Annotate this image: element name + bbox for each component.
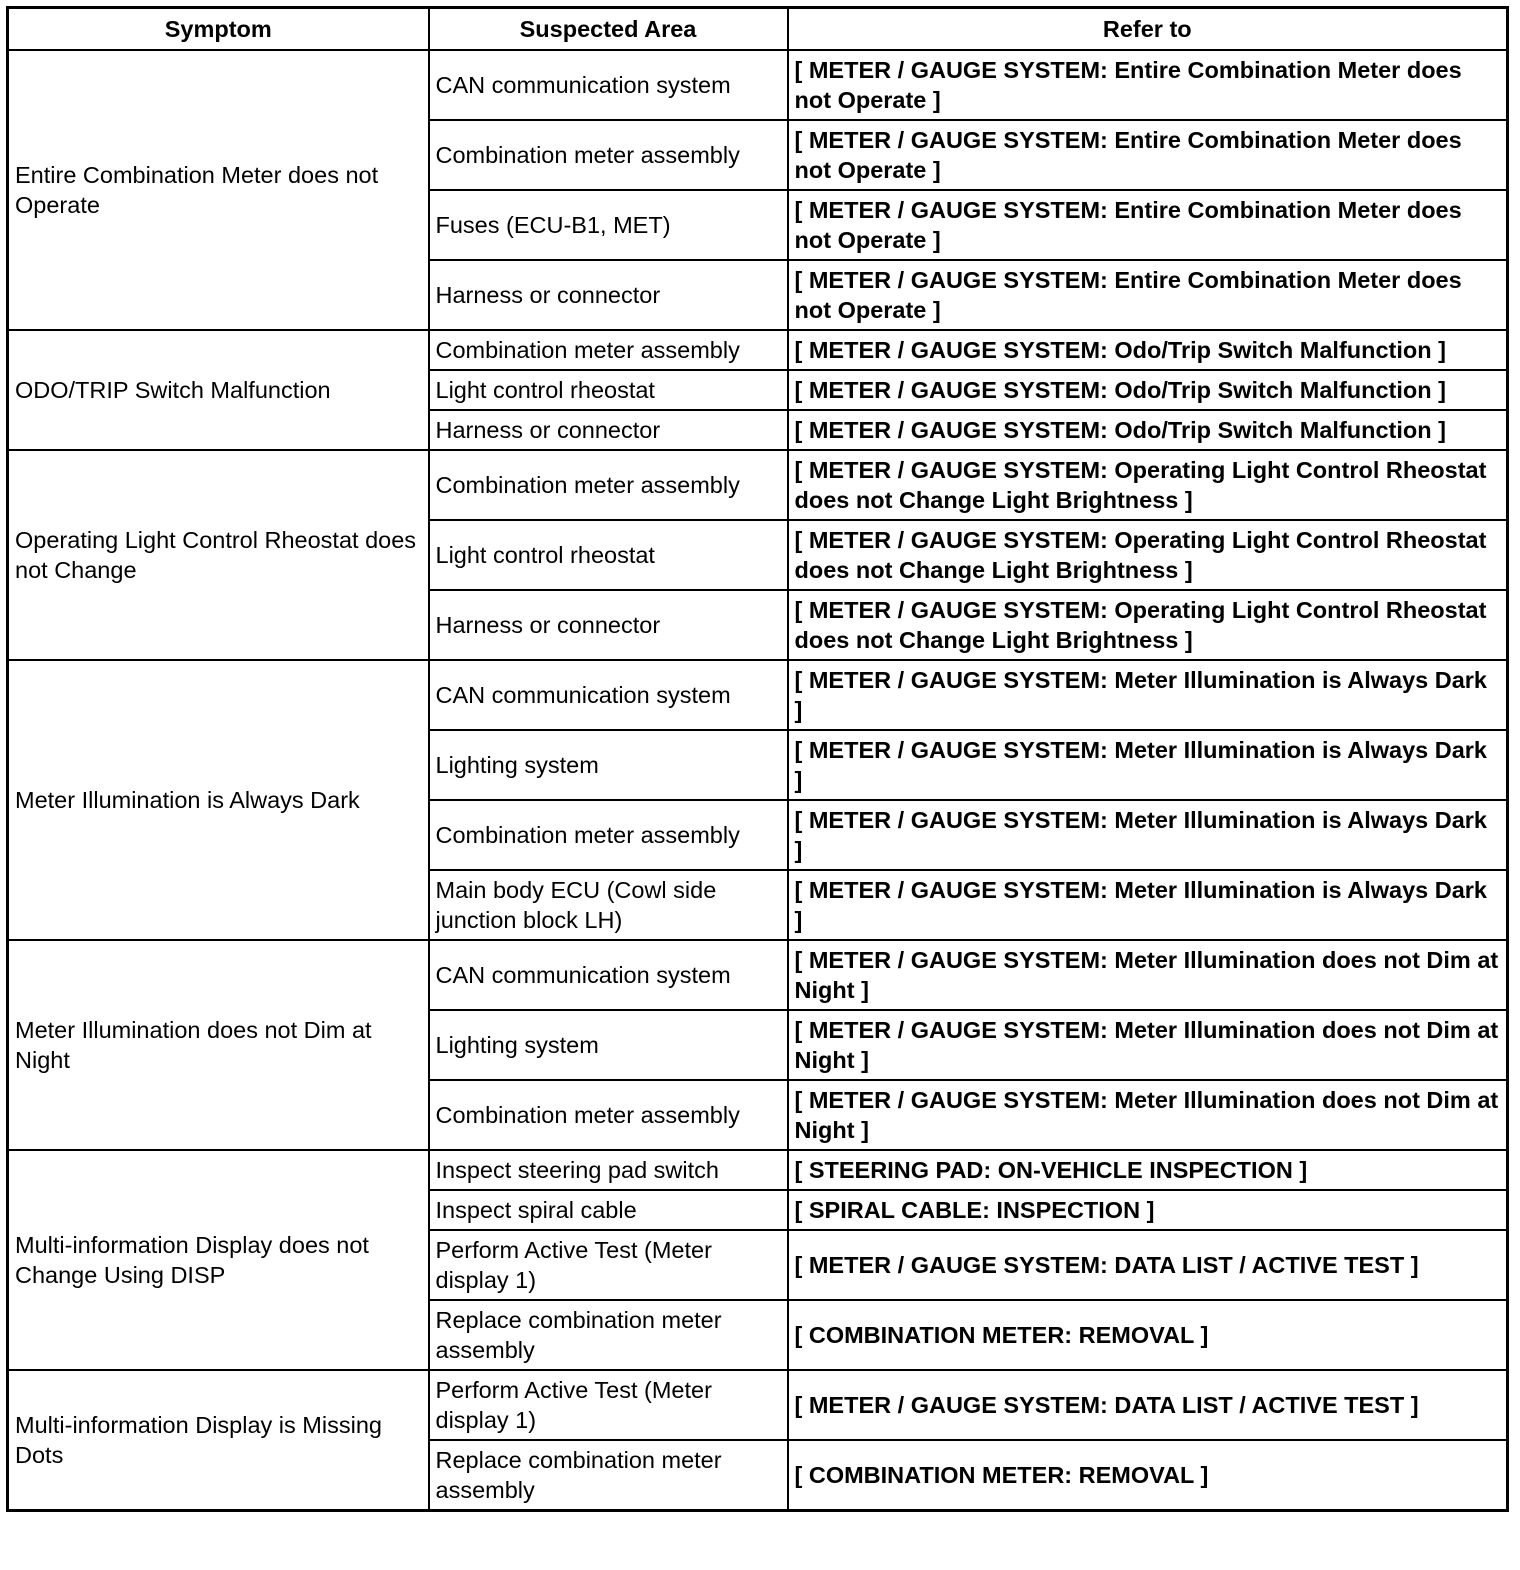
suspected-area-cell: Fuses (ECU-B1, MET) xyxy=(429,190,788,260)
suspected-area-cell: CAN communication system xyxy=(429,660,788,730)
suspected-area-cell: Lighting system xyxy=(429,1010,788,1080)
symptom-cell: Multi-information Display is Missing Dots xyxy=(8,1370,429,1511)
table-row xyxy=(8,660,1508,730)
refer-to-link[interactable]: [ SPIRAL CABLE: INSPECTION ] xyxy=(788,1190,1508,1230)
suspected-area-cell: Perform Active Test (Meter display 1) xyxy=(429,1370,788,1440)
refer-to-link[interactable]: [ METER / GAUGE SYSTEM: Meter Illumination is Always Dark ] xyxy=(788,730,1508,800)
header-suspected-area: Suspected Area xyxy=(429,8,788,51)
symptom-cell: ODO/TRIP Switch Malfunction xyxy=(8,330,429,450)
symptom-cell: Meter Illumination is Always Dark xyxy=(8,660,429,940)
suspected-area-cell: Replace combination meter assembly xyxy=(429,1300,788,1370)
refer-to-link[interactable]: [ METER / GAUGE SYSTEM: Odo/Trip Switch Malfunction ] xyxy=(788,410,1508,450)
refer-to-link[interactable]: [ METER / GAUGE SYSTEM: DATA LIST / ACTIVE TEST ] xyxy=(788,1370,1508,1440)
table-row xyxy=(8,330,1508,370)
suspected-area-cell: Inspect spiral cable xyxy=(429,1190,788,1230)
refer-to-link[interactable]: [ COMBINATION METER: REMOVAL ] xyxy=(788,1440,1508,1511)
symptom-table xyxy=(6,6,1509,1512)
suspected-area-cell: Main body ECU (Cowl side junction block LH) xyxy=(429,870,788,940)
table-row xyxy=(8,450,1508,520)
refer-to-link[interactable]: [ METER / GAUGE SYSTEM: Entire Combination Meter does not Operate ] xyxy=(788,190,1508,260)
suspected-area-cell: Combination meter assembly xyxy=(429,450,788,520)
refer-to-link[interactable]: [ METER / GAUGE SYSTEM: Meter Illumination is Always Dark ] xyxy=(788,870,1508,940)
refer-to-link[interactable]: [ METER / GAUGE SYSTEM: Odo/Trip Switch Malfunction ] xyxy=(788,370,1508,410)
refer-to-link[interactable]: [ COMBINATION METER: REMOVAL ] xyxy=(788,1300,1508,1370)
symptom-cell: Operating Light Control Rheostat does not Change xyxy=(8,450,429,660)
refer-to-link[interactable]: [ METER / GAUGE SYSTEM: Meter Illumination does not Dim at Night ] xyxy=(788,940,1508,1010)
refer-to-link[interactable]: [ METER / GAUGE SYSTEM: Meter Illumination is Always Dark ] xyxy=(788,660,1508,730)
table-row xyxy=(8,1370,1508,1440)
refer-to-link[interactable]: [ METER / GAUGE SYSTEM: Operating Light Control Rheostat does not Change Light Brightness ] xyxy=(788,590,1508,660)
refer-to-link[interactable]: [ METER / GAUGE SYSTEM: Meter Illumination does not Dim at Night ] xyxy=(788,1080,1508,1150)
suspected-area-cell: Harness or connector xyxy=(429,590,788,660)
suspected-area-cell: Inspect steering pad switch xyxy=(429,1150,788,1190)
refer-to-link[interactable]: [ METER / GAUGE SYSTEM: Entire Combination Meter does not Operate ] xyxy=(788,120,1508,190)
suspected-area-cell: Combination meter assembly xyxy=(429,120,788,190)
header-row xyxy=(8,8,1508,51)
table-row xyxy=(8,940,1508,1010)
table-row xyxy=(8,1150,1508,1190)
refer-to-link[interactable]: [ STEERING PAD: ON-VEHICLE INSPECTION ] xyxy=(788,1150,1508,1190)
suspected-area-cell: Combination meter assembly xyxy=(429,330,788,370)
suspected-area-cell: Harness or connector xyxy=(429,410,788,450)
refer-to-link[interactable]: [ METER / GAUGE SYSTEM: Meter Illumination does not Dim at Night ] xyxy=(788,1010,1508,1080)
refer-to-link[interactable]: [ METER / GAUGE SYSTEM: Operating Light Control Rheostat does not Change Light Brightness ] xyxy=(788,450,1508,520)
suspected-area-cell: Combination meter assembly xyxy=(429,1080,788,1150)
suspected-area-cell: Replace combination meter assembly xyxy=(429,1440,788,1511)
suspected-area-cell: Harness or connector xyxy=(429,260,788,330)
suspected-area-cell: CAN communication system xyxy=(429,940,788,1010)
header-symptom: Symptom xyxy=(8,8,429,51)
refer-to-link[interactable]: [ METER / GAUGE SYSTEM: Entire Combination Meter does not Operate ] xyxy=(788,50,1508,120)
suspected-area-cell: CAN communication system xyxy=(429,50,788,120)
refer-to-link[interactable]: [ METER / GAUGE SYSTEM: Odo/Trip Switch Malfunction ] xyxy=(788,330,1508,370)
symptom-cell: Meter Illumination does not Dim at Night xyxy=(8,940,429,1150)
header-refer-to: Refer to xyxy=(788,8,1508,51)
refer-to-link[interactable]: [ METER / GAUGE SYSTEM: DATA LIST / ACTIVE TEST ] xyxy=(788,1230,1508,1300)
table-row xyxy=(8,50,1508,120)
symptom-cell: Entire Combination Meter does not Operate xyxy=(8,50,429,330)
suspected-area-cell: Light control rheostat xyxy=(429,370,788,410)
suspected-area-cell: Light control rheostat xyxy=(429,520,788,590)
refer-to-link[interactable]: [ METER / GAUGE SYSTEM: Entire Combination Meter does not Operate ] xyxy=(788,260,1508,330)
suspected-area-cell: Perform Active Test (Meter display 1) xyxy=(429,1230,788,1300)
refer-to-link[interactable]: [ METER / GAUGE SYSTEM: Meter Illumination is Always Dark ] xyxy=(788,800,1508,870)
suspected-area-cell: Lighting system xyxy=(429,730,788,800)
refer-to-link[interactable]: [ METER / GAUGE SYSTEM: Operating Light Control Rheostat does not Change Light Brightness ] xyxy=(788,520,1508,590)
symptom-cell: Multi-information Display does not Change Using DISP xyxy=(8,1150,429,1370)
suspected-area-cell: Combination meter assembly xyxy=(429,800,788,870)
